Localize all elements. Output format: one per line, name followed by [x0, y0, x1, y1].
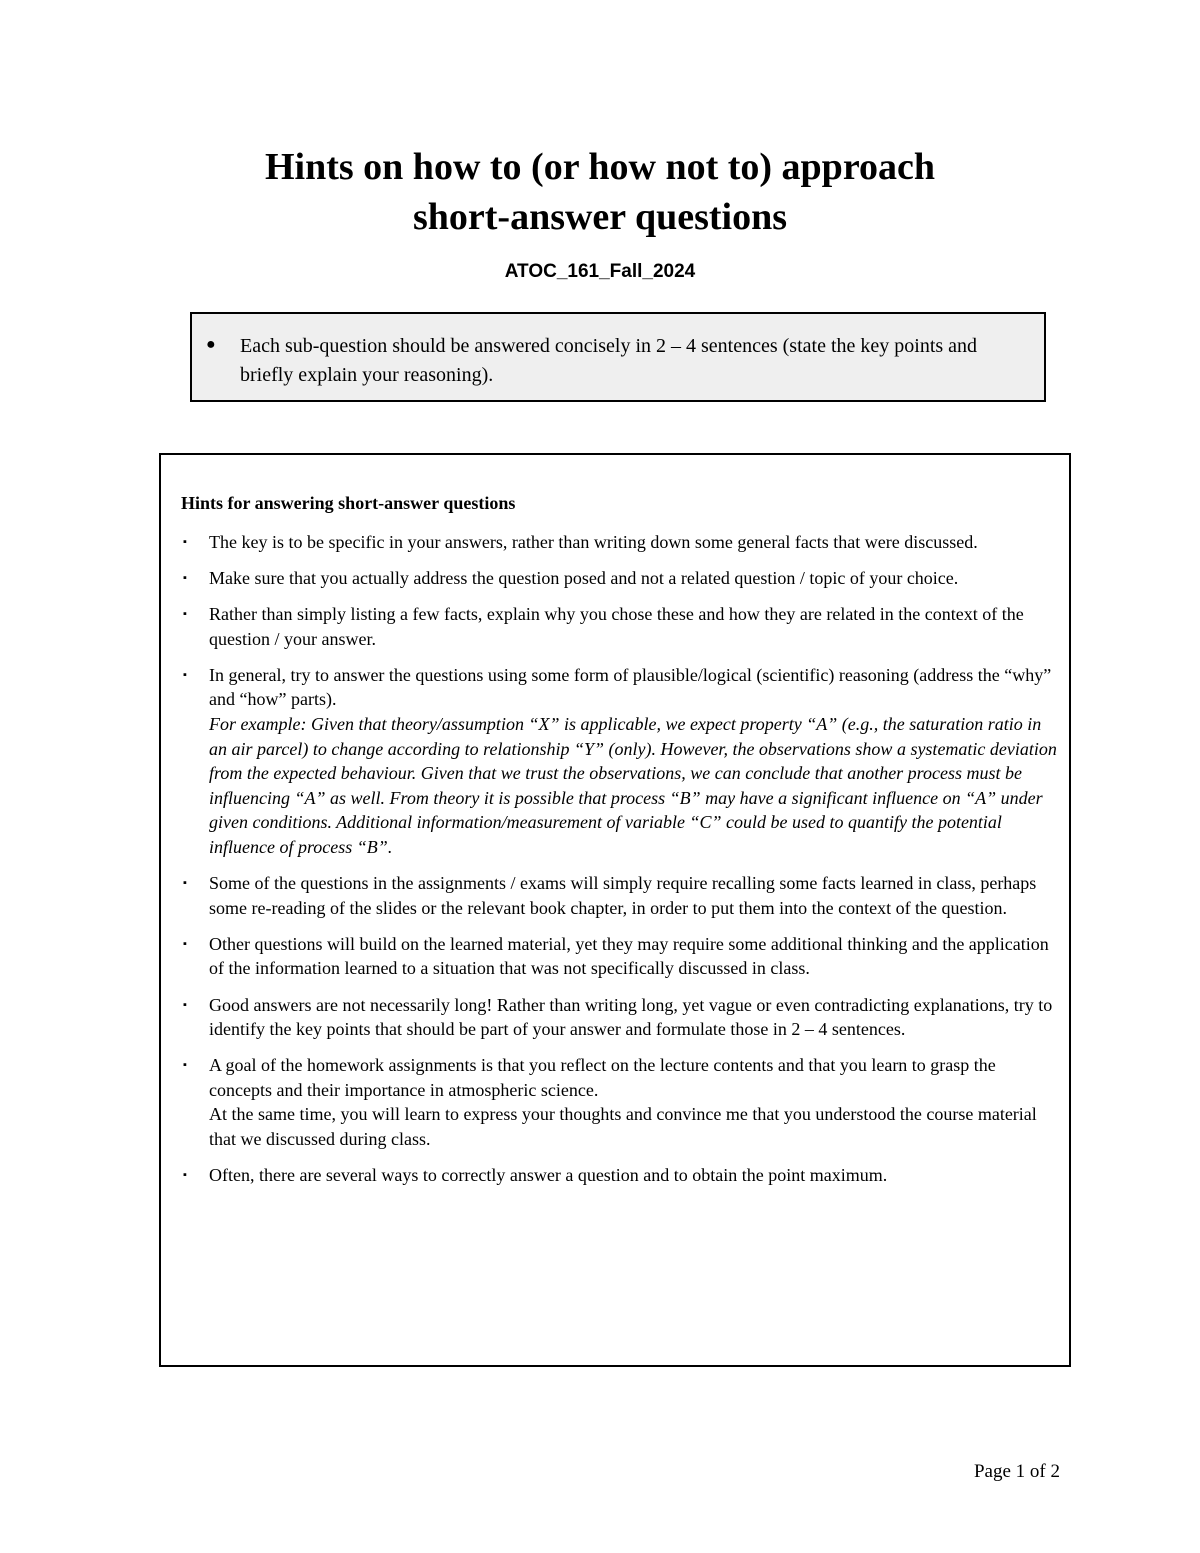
hint-bullet: ▪ [183, 877, 187, 890]
note-text: Each sub-question should be answered concisely in 2 – 4 sentences (state the key points and briefly explain your reasoning). [240, 335, 978, 386]
hints-box [159, 453, 1071, 1367]
hint-text: Good answers are not necessarily long! Rather than writing long, yet vague or even contradicting explanations, try to identify the key points that should be part of your answer and formulate those in 2 – 4 sentences. [209, 994, 1053, 1040]
title-line-1: Hints on how to (or how not to) approach [264, 146, 935, 188]
hint-bullet: ▪ [183, 998, 187, 1011]
hint-item [161, 993, 1069, 1042]
hint-text: Rather than simply listing a few facts, explain why you chose these and how they are related in the context of the question / your answer. [209, 604, 1024, 649]
page-number: Page 1 of 2 [973, 1461, 1060, 1482]
hint-bullet: ▪ [183, 608, 187, 621]
course-code: ATOC_161_Fall_2024 [504, 261, 696, 282]
hint-item [161, 663, 1069, 860]
note-bullet: ● [206, 336, 216, 353]
hint-text: A goal of the homework assignments is that you reflect on the lecture contents and that you learn to grasp the concepts and their importance in atmospheric science. [209, 1055, 996, 1100]
hint-item [161, 932, 1069, 981]
hint-text: In general, try to answer the questions using some form of plausible/logical (scientific) reasoning (address the “why” and “how” parts). [209, 664, 1052, 710]
hint-bullet: ▪ [183, 937, 187, 950]
hint-text: The key is to be specific in your answers, rather than writing down some general facts that were discussed. [209, 532, 978, 552]
hint-continuation: At the same time, you will learn to express your thoughts and convince me that you understood the course material that we discussed during class. [209, 1104, 1037, 1149]
hint-bullet: ▪ [183, 1059, 187, 1072]
note-box [190, 312, 1046, 402]
hint-item [161, 530, 1069, 555]
hint-item [161, 602, 1069, 651]
hints-list [161, 530, 1069, 1199]
hint-example: For example: Given that theory/assumption “X” is applicable, we expect property “A” (e.g., the saturation ratio in an air parcel) to change according to relationship “Y” (only). However, the observations show a systematic deviation from the expected behaviour. Given that we trust the observations, we can conclude that another process must be influencing “A” as well. From theory it is possible that process “B” may have a significant influence on “A” under given conditions. Additional information/measurement of variable “C” could be used to quantify the potential influence of process “B”. [209, 714, 1057, 858]
hint-bullet: ▪ [183, 536, 187, 548]
hint-text: Other questions will build on the learned material, yet they may require some additional thinking and the application of the information learned to a situation that was not specifically discussed in class. [209, 933, 1049, 979]
hint-bullet: ▪ [183, 668, 187, 681]
hint-item [161, 566, 1069, 591]
hint-item [161, 871, 1069, 920]
hint-bullet: ▪ [183, 1169, 187, 1182]
hint-text: Make sure that you actually address the question posed and not a related question / topic of your choice. [209, 568, 959, 589]
title-line-2: short-answer questions [412, 196, 788, 238]
hint-item [161, 1163, 1069, 1188]
hint-text: Often, there are several ways to correctly answer a question and to obtain the point maximum. [209, 1165, 888, 1186]
hint-text: Some of the questions in the assignments / exams will simply require recalling some facts learned in class, perhaps some re-reading of the slides or the relevant book chapter, in order to put them into the context of the question. [209, 873, 1037, 918]
hint-item [161, 1053, 1069, 1151]
hints-heading: Hints for answering short-answer questions [181, 493, 516, 513]
hint-bullet: ▪ [183, 572, 187, 585]
document-title [0, 142, 1200, 242]
